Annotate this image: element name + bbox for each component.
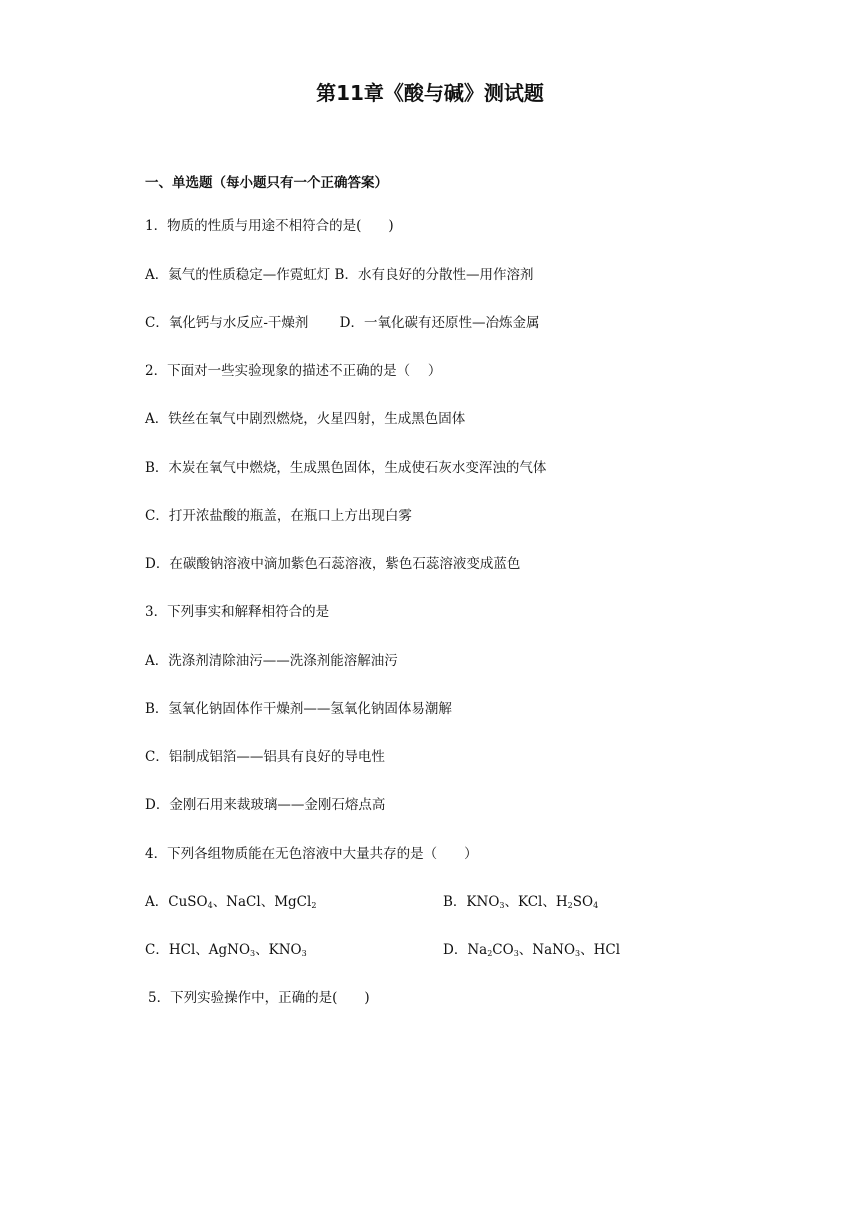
question-4-option-b: B．$KNO_3$、KCl、$H_2SO_4$ xyxy=(443,894,599,910)
question-3-option-c: C．铝制成铝箔——铝具有良好的导电性 xyxy=(145,749,385,765)
question-1-options-ab: A．氦气的性质稳定—作霓虹灯 B．水有良好的分散性—用作溶剂 xyxy=(145,267,534,283)
question-2-option-a: A．铁丝在氧气中剧烈燃烧，火星四射，生成黑色固体 xyxy=(145,411,466,427)
question-1-options-cd: C．氧化钙与水反应-干燥剂 D．一氧化碳有还原性—冶炼金属 xyxy=(145,315,540,331)
question-4-option-c: C．HCl、AgNO$_3$、$KNO_3$ xyxy=(145,942,307,958)
question-4-option-d: D．$Na_2CO_3$、NaNO$_3$、HCl xyxy=(443,942,621,958)
section-heading: 一、单选题（每小题只有一个正确答案） xyxy=(145,175,388,191)
question-5-stem: 5．下列实验操作中，正确的是( ) xyxy=(148,990,370,1006)
question-1-stem: 1．物质的性质与用途不相符合的是( ) xyxy=(145,218,394,234)
question-2-option-b: B．木炭在氧气中燃烧，生成黑色固体，生成使石灰水变浑浊的气体 xyxy=(145,460,547,476)
question-3-option-a: A．洗涤剂清除油污——洗涤剂能溶解油污 xyxy=(145,653,398,669)
question-3-option-d: D．金刚石用来裁玻璃——金刚石熔点高 xyxy=(145,797,386,813)
question-4-stem: 4．下列各组物质能在无色溶液中大量共存的是（ ） xyxy=(145,846,478,862)
question-2-option-c: C．打开浓盐酸的瓶盖，在瓶口上方出现白雾 xyxy=(145,508,412,524)
question-2-stem: 2．下面对一些实验现象的描述不正确的是（ ） xyxy=(145,363,442,379)
page-title: 第11章《酸与碱》测试题 xyxy=(316,81,544,105)
question-3-option-b: B．氢氧化钠固体作干燥剂——氢氧化钠固体易潮解 xyxy=(145,701,452,717)
question-4-option-a: A．CuSO$_4$、NaCl、MgCl$_2$ xyxy=(145,894,317,910)
question-3-stem: 3．下列事实和解释相符合的是 xyxy=(145,604,330,620)
question-2-option-d: D．在碳酸钠溶液中滴加紫色石蕊溶液，紫色石蕊溶液变成蓝色 xyxy=(145,556,521,572)
